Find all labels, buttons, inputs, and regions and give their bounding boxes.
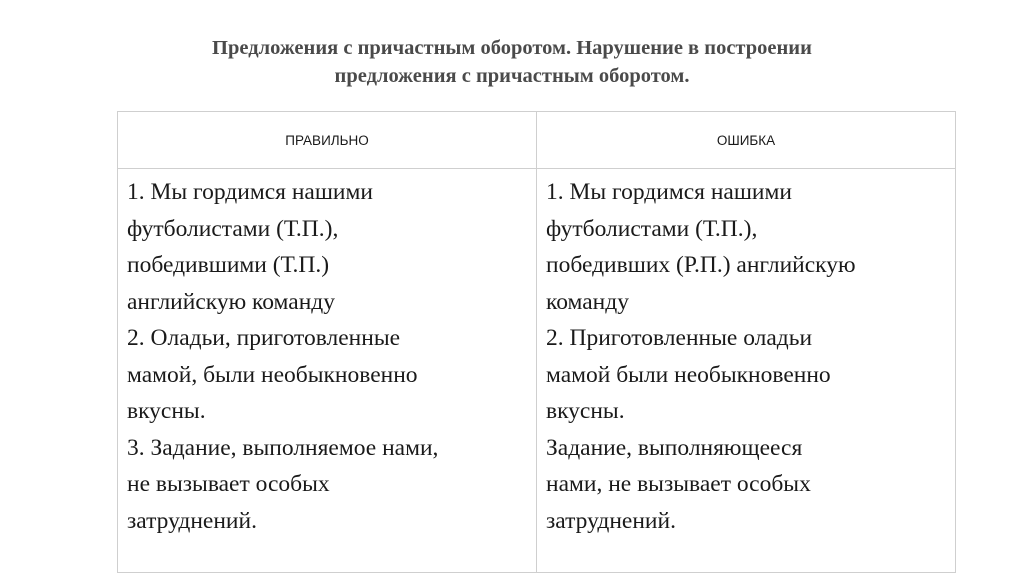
- error-line: команду: [546, 288, 629, 315]
- header-correct: ПРАВИЛЬНО: [118, 112, 537, 169]
- slide-title: [0, 34, 1024, 90]
- slide-title-line-2: предложения с причастным оборотом.: [334, 65, 690, 87]
- error-line: мамой были необыкновенно: [546, 361, 831, 388]
- correct-line: футболистами (Т.П.),: [127, 215, 339, 242]
- table-row: [118, 169, 956, 573]
- error-line: победивших (Р.П.) английскую: [546, 252, 856, 278]
- correct-line: 1. Мы гордимся нашими: [127, 179, 373, 205]
- error-line: вкусны.: [546, 398, 625, 424]
- error-line: 2. Приготовленные оладьи: [546, 325, 813, 351]
- error-line: Задание, выполняющееся: [546, 434, 803, 461]
- correct-line: английскую команду: [127, 288, 335, 315]
- correct-line: вкусны.: [127, 398, 206, 424]
- slide-title-line-1: Предложения с причастным оборотом. Нарушение в построении: [212, 37, 812, 59]
- correct-line: затруднений.: [127, 507, 257, 534]
- correct-cell: [118, 169, 537, 573]
- correct-line: мамой, были необыкновенно: [127, 361, 418, 388]
- header-error: ОШИБКА: [537, 112, 956, 169]
- correct-line: 2. Оладьи, приготовленные: [127, 325, 401, 351]
- correct-line: не вызывает особых: [127, 471, 330, 497]
- error-line: нами, не вызывает особых: [546, 471, 811, 497]
- error-line: футболистами (Т.П.),: [546, 215, 758, 242]
- error-line: затруднений.: [546, 507, 676, 534]
- table-header-row: [118, 112, 956, 169]
- correct-line: 3. Задание, выполняемое нами,: [127, 434, 439, 461]
- comparison-table: [117, 111, 956, 573]
- correct-line: победившими (Т.П.): [127, 252, 330, 278]
- error-line: 1. Мы гордимся нашими: [546, 179, 792, 205]
- error-cell: [537, 169, 956, 573]
